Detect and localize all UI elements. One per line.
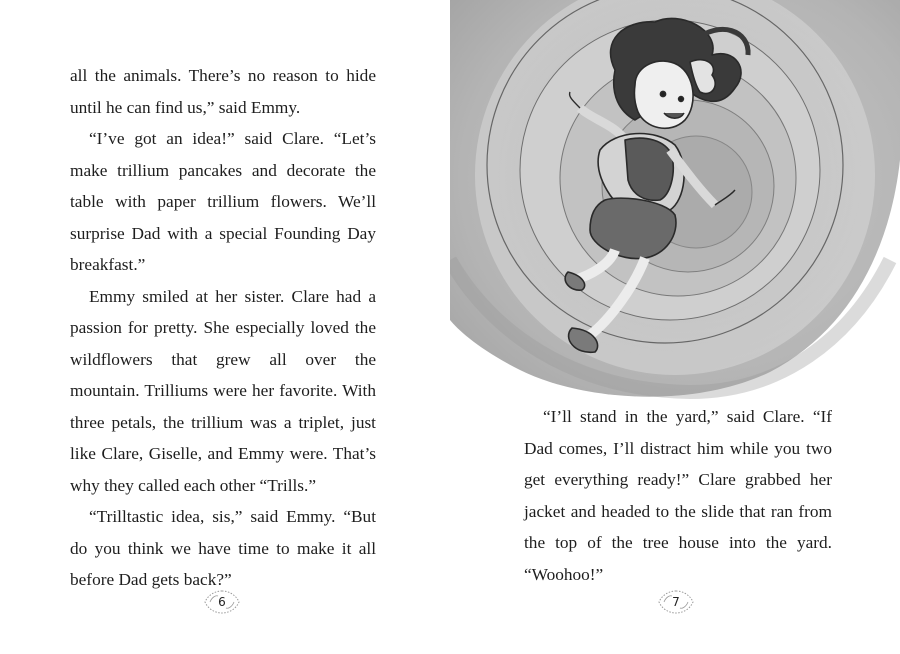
page-number-left <box>202 588 242 616</box>
paragraph: “I’ve got an idea!” said Clare. “Let’s make trillium pancakes and decorate the table with paper trillium flowers. We’ll surprise Dad with a special Founding Day breakfast.” <box>70 129 376 274</box>
right-page-text <box>524 401 832 590</box>
paragraph: “Trilltastic idea, sis,” said Emmy. “But do you think we have time to make it all before Dad gets back?” <box>70 507 376 589</box>
page-number: 6 <box>218 595 226 609</box>
girl-on-spiral-slide-illustration <box>450 0 900 400</box>
right-page <box>450 0 900 654</box>
left-page-text <box>70 60 376 596</box>
paragraph: Emmy smiled at her sister. Clare had a passion for pretty. She especially loved the wildflowers that grew all over the mountain. Trilliums were her favorite. With three petals, the trillium was a triplet, just like Clare, Giselle, and Emmy were. That’s why they called each other “Trills.” <box>70 286 376 495</box>
paragraph: “I’ll stand in the yard,” said Clare. “If Dad comes, I’ll distract him while you two get everything ready!” Clare grabbed her jacket and headed to the slide that ran from the top of the tree house into the yard. “Woohoo!” <box>524 407 832 584</box>
page-number-right <box>656 588 696 616</box>
page-number: 7 <box>672 595 680 609</box>
paragraph: all the animals. There’s no reason to hide until he can find us,” said Emmy. <box>70 66 376 117</box>
